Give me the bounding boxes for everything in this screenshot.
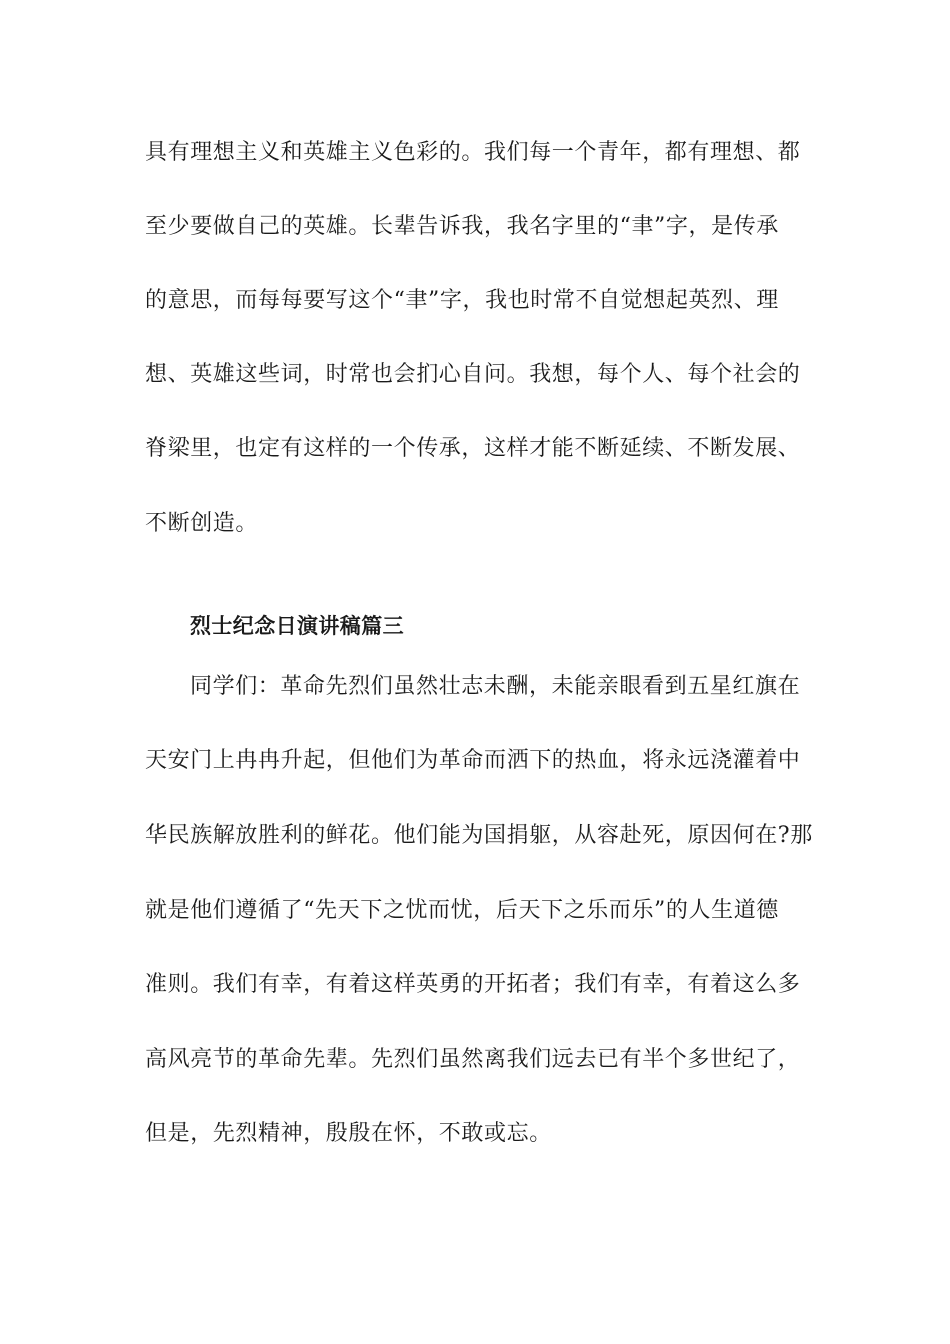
paragraph-2-line-2: 天安门上冉冉升起，但他们为革命而洒下的热血，将永远浇灌着中: [145, 748, 801, 773]
section-heading: 烈士纪念日演讲稿篇三: [190, 614, 404, 638]
paragraph-1-line-2: 至少要做自己的英雄。长辈告诉我，我名字里的“聿”字，是传承: [145, 214, 779, 239]
paragraph-2-line-4: 就是他们遵循了“先天下之忧而忧，后天下之乐而乐”的人生道德: [145, 898, 779, 923]
paragraph-2-line-1: 同学们：革命先烈们虽然壮志未酬，未能亲眼看到五星红旗在: [190, 674, 801, 699]
paragraph-1-line-3: 的意思，而每每要写这个“聿”字，我也时常不自觉想起英烈、理: [145, 288, 779, 313]
paragraph-2-line-3: 华民族解放胜利的鲜花。他们能为国捐躯，从容赴死，原因何在?那: [145, 823, 813, 848]
paragraph-1-line-6: 不断创造。: [145, 511, 259, 536]
paragraph-1-line-4: 想、英雄这些词，时常也会扪心自问。我想，每个人、每个社会的: [145, 362, 801, 387]
paragraph-1-line-5: 脊梁里，也定有这样的一个传承，这样才能不断延续、不断发展、: [145, 436, 801, 461]
paragraph-2-line-5: 准则。我们有幸，有着这样英勇的开拓者；我们有幸，有着这么多: [145, 972, 801, 997]
paragraph-2-line-6: 高风亮节的革命先辈。先烈们虽然离我们远去已有半个多世纪了，: [145, 1047, 801, 1072]
paragraph-1-line-1: 具有理想主义和英雄主义色彩的。我们每一个青年，都有理想、都: [145, 140, 801, 165]
paragraph-2-line-7: 但是，先烈精神，殷殷在怀，不敢或忘。: [145, 1121, 552, 1146]
